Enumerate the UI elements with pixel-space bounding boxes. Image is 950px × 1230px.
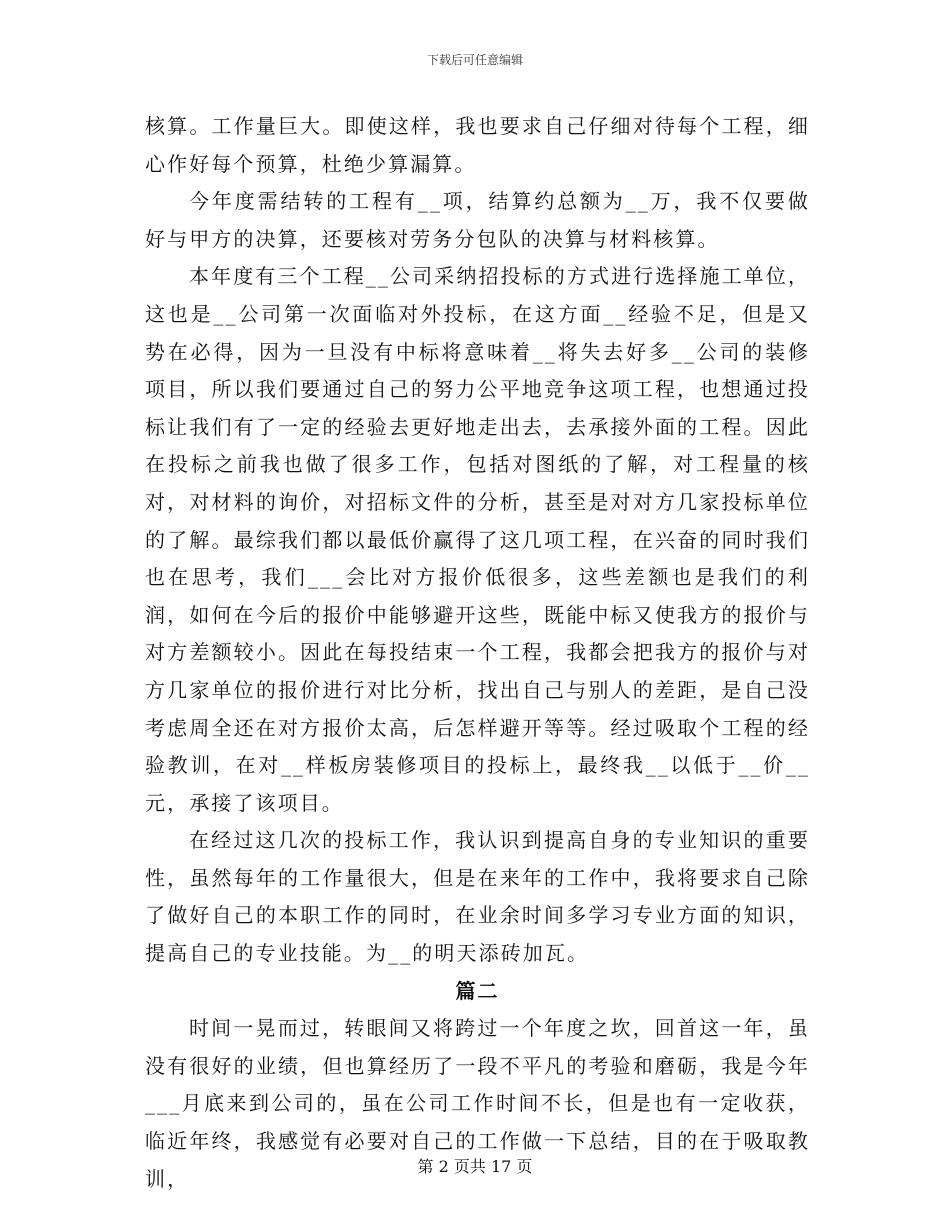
paragraph: 核算。工作量巨大。即使这样，我也要求自己仔细对待每个工程，细心作好每个预算，杜绝少算漏算。 xyxy=(145,114,810,176)
paragraph: 时间一晃而过，转眼间又将跨过一个年度之坎，回首这一年，虽没有很好的业绩，但也算经历了一段不平凡的考验和磨砺，我是今年___月底来到公司的，虽在公司工作时间不长，但是也有一定收获，临近年终，我感觉有必要对自己的工作做一下总结，目的在于吸取教训， xyxy=(145,1016,810,1191)
paragraph: 在经过这几次的投标工作，我认识到提高自身的专业知识的重要性，虽然每年的工作量很大，但是在来年的工作中，我将要求自己除了做好自己的本职工作的同时，在业余时间多学习专业方面的知识，提高自己的专业技能。为__的明天添砖加瓦。 xyxy=(145,828,810,966)
document-body xyxy=(145,108,810,1198)
paragraph: 今年度需结转的工程有__项，结算约总额为__万，我不仅要做好与甲方的决算，还要核对劳务分包队的决算与材料核算。 xyxy=(145,189,810,251)
page-footer: 第 2 页共 17 页 xyxy=(417,1157,533,1176)
page-header: 下载后可任意编辑 xyxy=(426,53,523,67)
section-title: 篇二 xyxy=(455,978,500,1003)
paragraph: 本年度有三个工程__公司采纳招投标的方式进行选择施工单位，这也是__公司第一次面临对外投标，在这方面__经验不足，但是又势在必得，因为一旦没有中标将意味着__将失去好多__公司的装修项目，所以我们要通过自己的努力公平地竞争这项工程，也想通过投标让我们有了一定的经验去更好地走出去，去承接外面的工程。因此在投标之前我也做了很多工作，包括对图纸的了解，对工程量的核对，对材料的询价，对招标文件的分析，甚至是对对方几家投标单位的了解。最综我们都以最低价赢得了这几项工程，在兴奋的同时我们也在思考，我们___会比对方报价低很多，这些差额也是我们的利润，如何在今后的报价中能够避开这些，既能中标又使我方的报价与对方差额较小。因此在每投结束一个工程，我都会把我方的报价与对方几家单位的报价进行对比分析，找出自己与别人的差距，是自己没考虑周全还在对方报价太高，后怎样避开等等。经过吸取个工程的经验教训，在对__样板房装修项目的投标上，最终我__以低于__价__元，承接了该项目。 xyxy=(145,264,810,815)
